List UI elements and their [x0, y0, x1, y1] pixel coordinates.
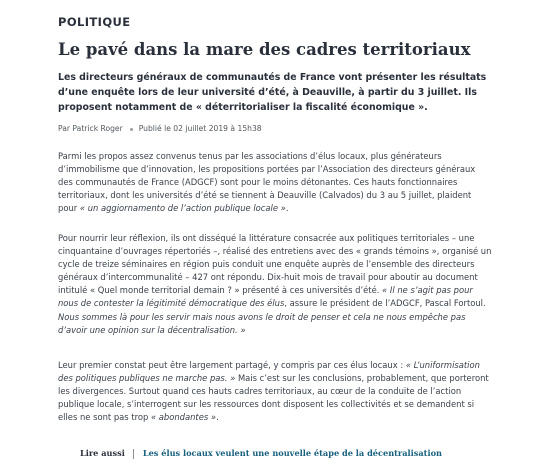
paragraph-text: Leur premier constat peut être largement partagé, y compris par ces élus locaux :	[58, 360, 406, 370]
article-meta	[58, 124, 262, 133]
body-paragraph	[58, 150, 492, 215]
paragraph-quote: « L’uniformisation des politiques publiques ne marche pas. »	[58, 360, 480, 384]
article-title: Le pavé dans la mare des cadres territoriaux	[58, 40, 471, 59]
paragraph-text: .	[285, 203, 289, 214]
read-also-divider	[133, 449, 134, 459]
paragraph-text: Parmi les propos assez convenus tenus par les associations d’élus locaux, plus générateurs d’immobilisme que d’innovation, les propositions portées par l’Association des directeurs généraux des communautés de France (ADGCF) sont pour le moins détonantes. Ces hauts fonctionnaires territoriaux, dont les universités d’été se tiennent à Deauville (Calvados) du 3 au 5 juillet, plaident pour	[58, 151, 476, 214]
body-paragraph	[58, 359, 492, 424]
author-name[interactable]: Par Patrick Roger	[58, 124, 123, 133]
paragraph-text: , assure le président de l’ADGCF, Pascal Fortoul.	[284, 298, 486, 309]
article-description: Les directeurs généraux de communautés de France vont présenter les résultats d’une enquête lors de leur université d’été, à Deauville, à partir du 3 juillet. Ils proposent notamment de « déterritorialiser la fiscalité économique ».	[58, 72, 487, 113]
paragraph-text: .	[216, 412, 219, 423]
paragraph-quote: « Il ne s’agit pas pour nous de contester la légitimité démocratique des élus	[58, 285, 473, 309]
paragraph-quote: « un aggiornamento de l’action publique locale »	[79, 203, 286, 214]
read-also-block	[80, 448, 442, 459]
meta-separator-dot	[130, 128, 133, 131]
body-paragraph	[58, 232, 492, 337]
paragraph-quote: « abondantes »	[150, 412, 217, 423]
read-also-label: Lire aussi	[80, 448, 125, 458]
read-also-link[interactable]: Les élus locaux veulent une nouvelle étape de la décentralisation	[142, 448, 442, 458]
paragraph-text: Pour nourrir leur réflexion, ils ont disséqué la littérature consacrée aux politiques territoriales – une cinquantaine d’ouvrages répertoriés –, réalisé des entretiens avec des « grands témoins », organisé un cycle de treize séminaires en région puis conduit une enquête auprès de l’ensemble des directeurs généraux d’intercommunalité – 427 ont répondu. Dix-huit mois de travail pour aboutir au document intitulé « Quel monde territorial demain ? » présenté à ces universités d’été.	[58, 233, 492, 296]
paragraph-text: Mais c’est sur les conclusions, probablement, que porteront les divergences. Surtout quand ces hauts cadres territoriaux, au cœur de la conduite de l’action publique locale, s’interrogent sur les ressources dont disposent les collectivités et se demandent si elles ne sont pas trop	[58, 373, 489, 423]
publish-date: Publié le 02 juillet 2019 à 15h38	[138, 124, 262, 133]
paragraph-quote: Nous sommes là pour les servir mais nous avons le droit de penser et cela ne nous empêche pas d’avoir une opinion sur la décentralisation. »	[58, 311, 466, 335]
section-rubric[interactable]: POLITIQUE	[58, 15, 131, 29]
